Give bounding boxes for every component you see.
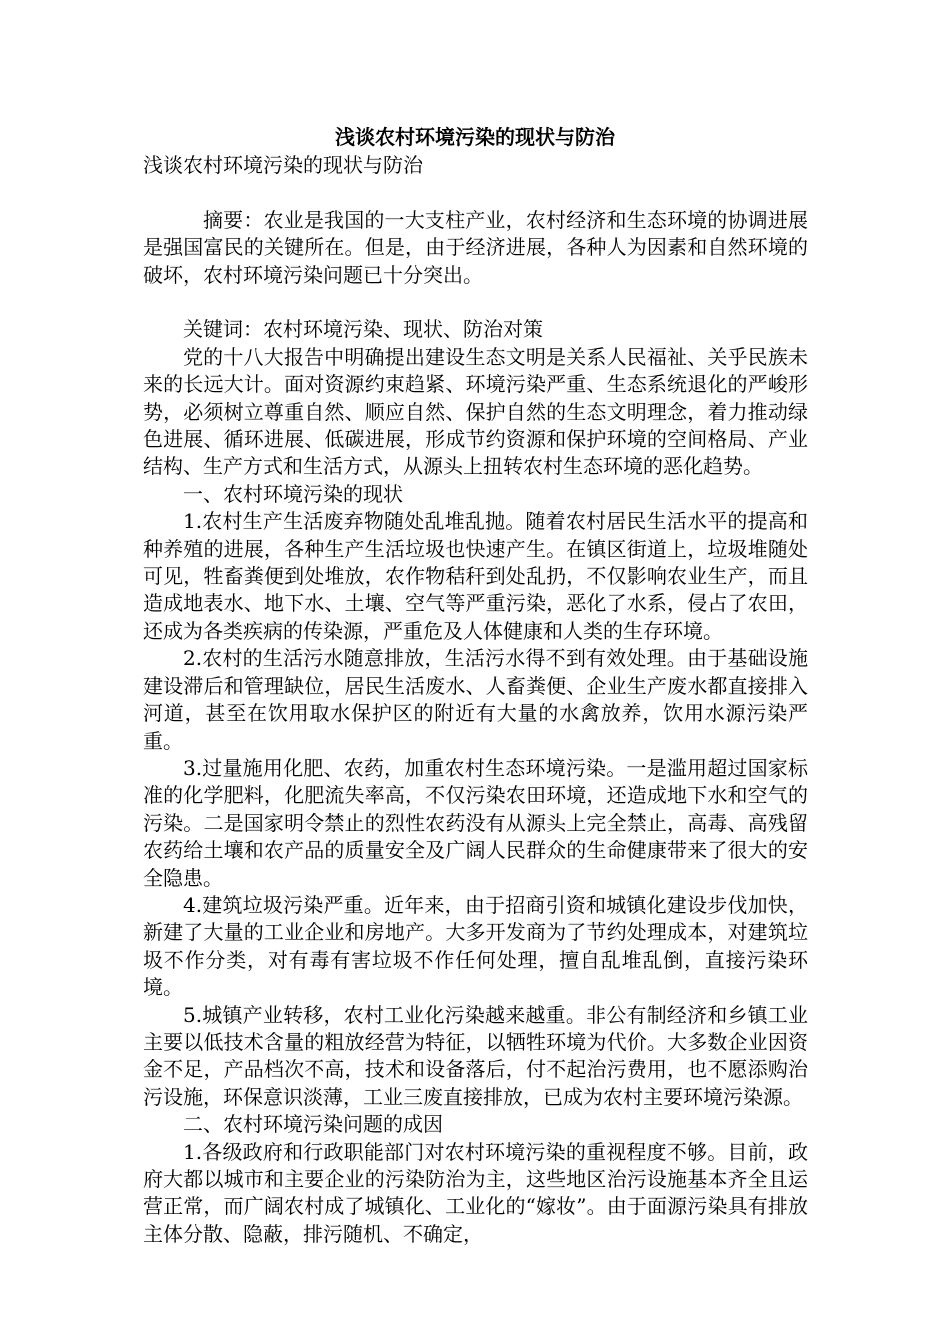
section1-paragraph-1: 1.农村生产生活废弃物随处乱堆乱抛。随着农村居民生活水平的提高和种养殖的进展，各种生产生活垃圾也快速产生。在镇区街道上，垃圾堆随处可见，牲畜粪便到处堆放，农作物秸秆到处乱扔，不仅影响农业生产，而且造成地表水、地下水、土壤、空气等严重污染，恶化了水系，侵占了农田，还成为各类疾病的传染源，严重危及人体健康和人类的生存环境。 [143, 509, 808, 643]
section2-paragraph-1: 1.各级政府和行政职能部门对农村环境污染的重视程度不够。目前，政府大都以城市和主要企业的污染防治为主，这些地区治污设施基本齐全且运营正常，而广阔农村成了城镇化、工业化的“嫁妆”。由于面源污染具有排放主体分散、隐蔽，排污随机、不确定， [143, 1139, 808, 1246]
section-heading-2: 二、农村环境污染问题的成因 [183, 1112, 443, 1137]
document-subtitle: 浅谈农村环境污染的现状与防治 [143, 153, 423, 177]
section1-paragraph-2: 2.农村的生活污水随意排放，生活污水得不到有效处理。由于基础设施建设滞后和管理缺位，居民生活废水、人畜粪便、企业生产废水都直接排入河道，甚至在饮用取水保护区的附近有大量的水禽放养，饮用水源污染严重。 [143, 646, 808, 753]
abstract-paragraph: 摘要：农业是我国的一大支柱产业，农村经济和生态环境的协调进展是强国富民的关键所在。但是，由于经济进展，各种人为因素和自然环境的破坏，农村环境污染问题已十分突出。 [143, 207, 808, 287]
document-body [143, 152, 808, 1248]
section1-paragraph-4: 4.建筑垃圾污染严重。近年来，由于招商引资和城镇化建设步伐加快，新建了大量的工业企业和房地产。大多开发商为了节约处理成本，对建筑垃圾不作分类，对有毒有害垃圾不作任何处理，擅自乱堆乱倒，直接污染环境。 [143, 892, 808, 1000]
section1-paragraph-5: 5.城镇产业转移，农村工业化污染越来越重。非公有制经济和乡镇工业主要以低技术含量的粗放经营为特征，以牺牲环境为代价。大多数企业因资金不足，产品档次不高，技术和设备落后，付不起治污费用，也不愿添购治污设施，环保意识淡薄，工业三废直接排放，已成为农村主要环境污染源。 [143, 1002, 808, 1109]
keywords-paragraph: 关键词：农村环境污染、现状、防治对策 [183, 317, 543, 342]
section-heading-1: 一、农村环境污染的现状 [183, 481, 403, 506]
section1-paragraph-3: 3.过量施用化肥、农药，加重农村生态环境污染。一是滥用超过国家标准的化学肥料，化肥流失率高，不仅污染农田环境，还造成地下水和空气的污染。二是国家明令禁止的烈性农药没有从源头上完全禁止，高毒、高残留农药给土壤和农产品的质量安全及广阔人民群众的生命健康带来了很大的安全隐患。 [143, 755, 808, 890]
intro-paragraph: 党的十八大报告中明确提出建设生态文明是关系人民福祉、关乎民族未来的长远大计。面对资源约束趋紧、环境污染严重、生态系统退化的严峻形势，必须树立尊重自然、顺应自然、保护自然的生态文明理念，着力推动绿色进展、循环进展、低碳进展，形成节约资源和保护环境的空间格局、产业结构、生产方式和生活方式，从源头上扭转农村生态环境的恶化趋势。 [143, 344, 808, 479]
document-title: 浅谈农村环境污染的现状与防治 [335, 125, 615, 149]
